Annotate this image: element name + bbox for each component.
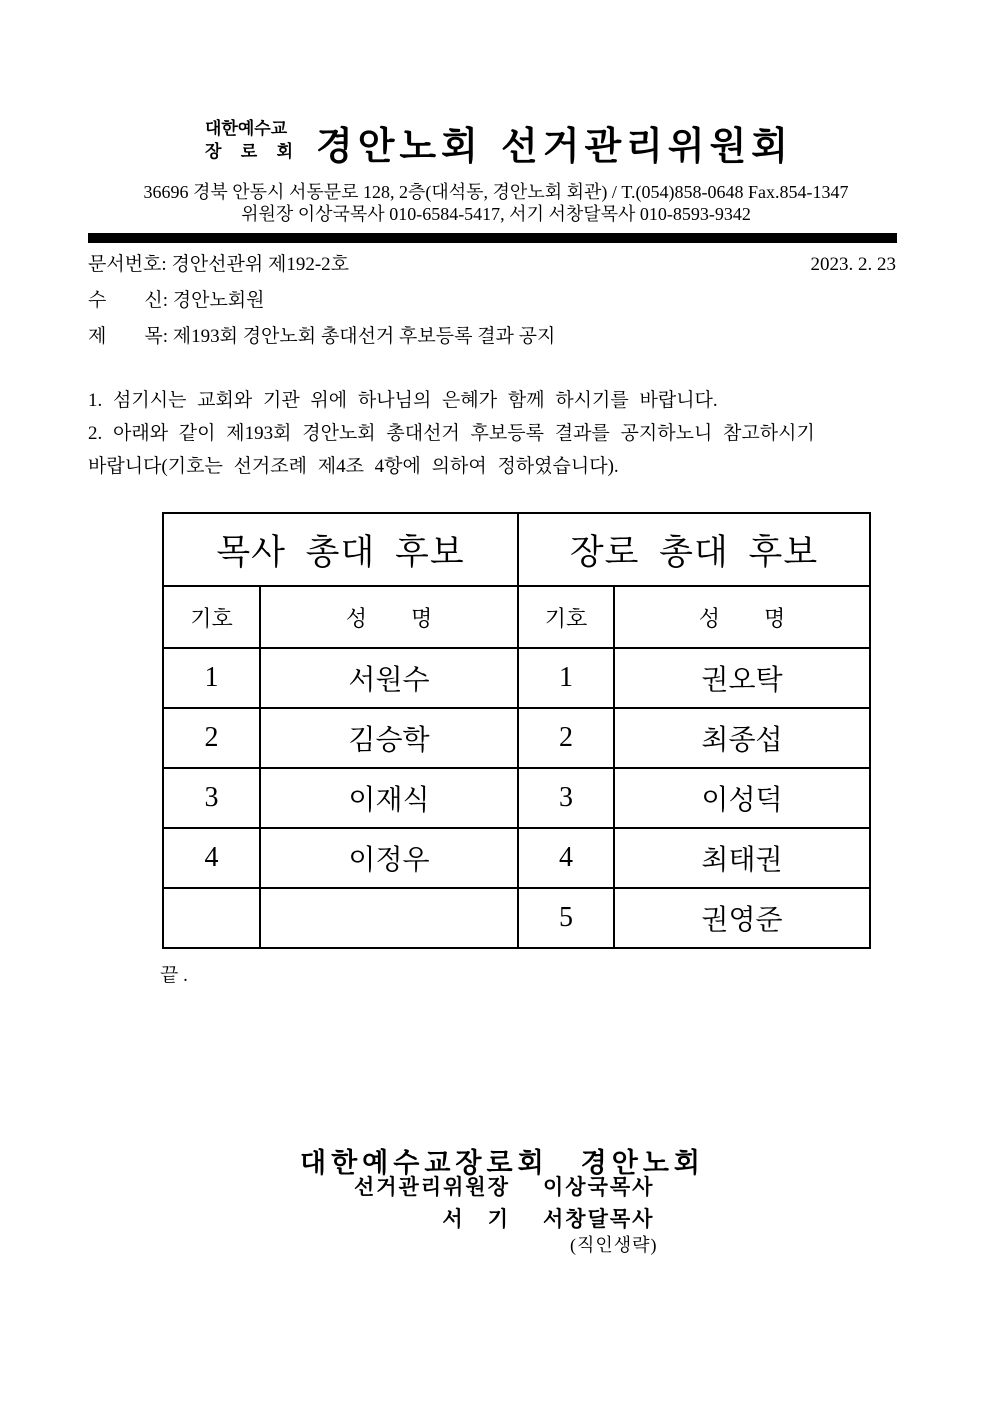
table-row — [163, 828, 870, 888]
table-cell: 서원수 — [260, 648, 518, 708]
table-cell: 4 — [518, 828, 614, 888]
org-denomination-line2: 장 로 회 — [205, 142, 293, 162]
contact-line: 위원장 이상국목사 010-6584-5417, 서기 서창달목사 010-8593-9342 — [241, 204, 751, 224]
table-cell: 이성덕 — [614, 768, 870, 828]
signature-name-secretary: 서창달목사 — [543, 1207, 655, 1231]
signature-row-secretary — [300, 1208, 654, 1230]
address-line: 36696 경북 안동시 서동문로 128, 2층(대석동, 경안노회 회관) / T.(054)858-0648 Fax.854-1347 — [143, 182, 849, 202]
letterhead-title: 경안노회 선거관리위원회 — [316, 124, 794, 168]
org-denomination-mark — [205, 118, 293, 164]
subject-line: 제 목: 제193회 경안노회 총대선거 후보등록 결과 공지 — [88, 326, 556, 347]
signature-name-chair: 이상국목사 — [543, 1175, 655, 1199]
table-cell — [260, 888, 518, 948]
group-header-elder: 장로 총대 후보 — [518, 513, 870, 586]
doc-number-row — [88, 255, 896, 275]
table-cell: 3 — [518, 768, 614, 828]
table-cell: 2 — [518, 708, 614, 768]
body-paragraphs — [88, 384, 904, 483]
table-group-header-row — [163, 513, 870, 586]
end-mark: 끝 . — [160, 965, 188, 986]
group-header-pastor: 목사 총대 후보 — [163, 513, 518, 586]
body-line-1: 1. 섬기시는 교회와 기관 위에 하나님의 은혜가 함께 하시기를 바랍니다. — [88, 390, 718, 411]
col-header-name-left: 성 명 — [260, 586, 518, 648]
signature-role-secretary: 서 기 — [442, 1207, 510, 1231]
table-cell: 3 — [163, 768, 260, 828]
table-row — [163, 648, 870, 708]
doc-number: 문서번호: 경안선관위 제192-2호 — [88, 254, 350, 275]
table-cell: 이정우 — [260, 828, 518, 888]
table-cell: 최태권 — [614, 828, 870, 888]
table-row — [163, 768, 870, 828]
col-header-symbol-left: 기호 — [163, 586, 260, 648]
signature-org: 대한예수교장로회 경안노회 — [300, 1148, 705, 1178]
table-cell: 2 — [163, 708, 260, 768]
body-line-2: 2. 아래와 같이 제193회 경안노회 총대선거 후보등록 결과를 공지하노니 참고하시기 — [88, 423, 815, 444]
table-cell: 권영준 — [614, 888, 870, 948]
doc-date: 2023. 2. 23 — [810, 254, 896, 275]
table-cell: 1 — [518, 648, 614, 708]
signature-role-chair: 선거관리위원장 — [353, 1175, 510, 1199]
org-denomination-line1: 대한예수교 — [205, 119, 288, 139]
col-header-name-right: 성 명 — [614, 586, 870, 648]
table-cell: 이재식 — [260, 768, 518, 828]
table-cell: 김승학 — [260, 708, 518, 768]
table-cell: 5 — [518, 888, 614, 948]
table-cell: 최종섭 — [614, 708, 870, 768]
divider-bar — [88, 233, 897, 243]
candidates-table — [162, 512, 871, 949]
document-meta — [88, 255, 896, 363]
signature-row-chair — [300, 1176, 654, 1198]
body-line-3: 바랍니다(기호는 선거조례 제4조 4항에 의하여 정하였습니다). — [88, 456, 619, 477]
table-row — [163, 708, 870, 768]
table-cell: 권오탁 — [614, 648, 870, 708]
table-cell: 1 — [163, 648, 260, 708]
table-row — [163, 888, 870, 948]
letterhead-address-block — [0, 181, 992, 225]
table-column-header-row — [163, 586, 870, 648]
table-cell: 4 — [163, 828, 260, 888]
seal-omitted-note: (직인생략) — [570, 1235, 658, 1255]
table-cell — [163, 888, 260, 948]
col-header-symbol-right: 기호 — [518, 586, 614, 648]
recipient-line: 수 신: 경안노회원 — [88, 290, 265, 311]
